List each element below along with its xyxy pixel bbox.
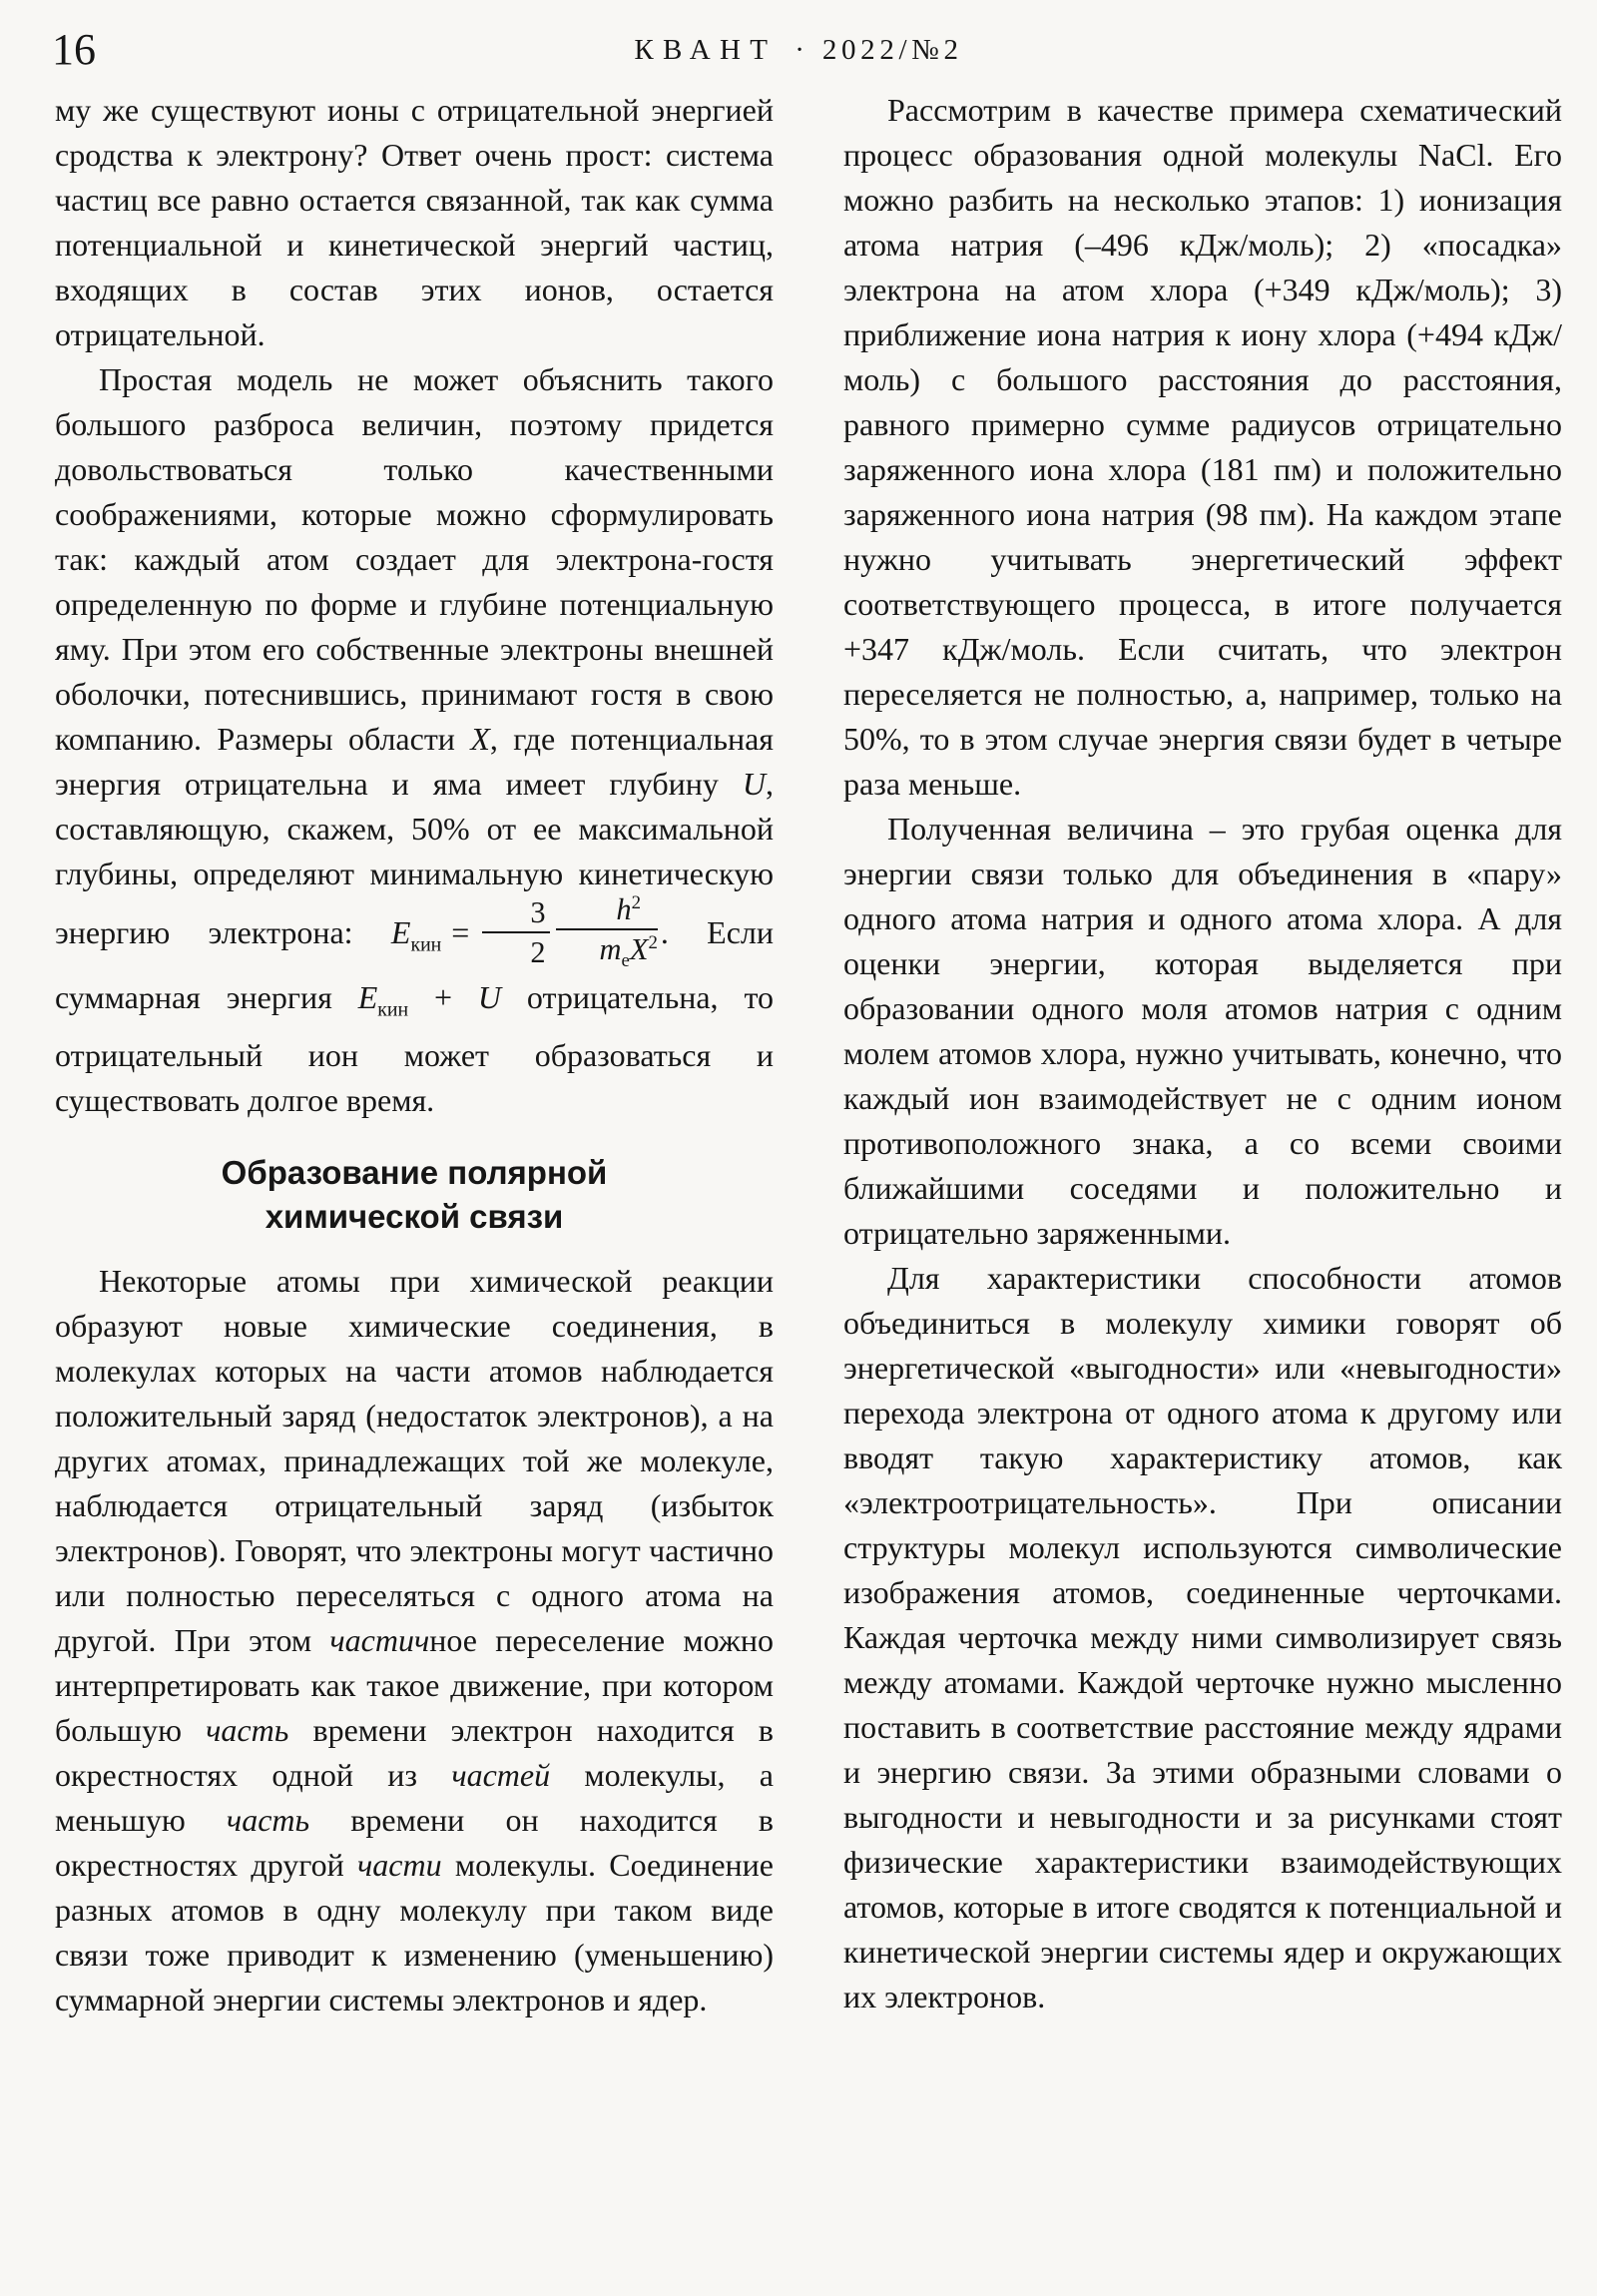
kinetic-energy-formula <box>390 892 669 972</box>
formula-h: h <box>616 892 632 927</box>
section-heading-line2: химической связи <box>265 1197 564 1235</box>
paragraph-ion-energy: му же существуют ионы с отрицательной энергией сродства к электрону? Ответ очень прост: система частиц все равно остается связанной, так как сумма потенциальной и кинетической энергий частиц, входящих в состав этих ионов, остается отрицательной. <box>55 92 774 352</box>
formula-equals: = <box>451 914 470 951</box>
formula-E-subscript: кин <box>410 933 442 956</box>
header-separator: · <box>795 34 804 66</box>
formula-X-exponent: 2 <box>648 932 658 954</box>
right-column <box>843 88 1562 2022</box>
paragraph-polar-bond: Некоторые атомы при химической реакции образуют новые химические соединения, в молекулах которых на части атомов наблюдается положительный заряд (недостаток электронов), а на других атомах, принадлежащих той же молекуле, наблюдается отрицательный заряд (избыток электронов). Говорят, что электроны могут частично или полностью переселяться с одного атома на другой. При этом частичное переселение можно интерпретировать как такое движение, при котором большую часть времени электрон находится в окрестностях одной из частей молекулы, а меньшую часть времени он находится в окрестностях другой части молекулы. Соединение разных атомов в одну молекулу при таком виде связи тоже приводит к изменению (уменьшению) суммарной энергии системы электронов и ядер. <box>55 1262 775 2017</box>
paragraph-nacl-example: Рассмотрим в качестве примера схематический процесс образования одной молекулы NaCl. Его можно разбить на несколько этапов: 1) ионизация атома натрия (–496 кДж/моль); 2) «посадка» электрона на атом хлора (+349 кДж/моль); 3) приближение иона натрия к иону хлора (+494 кДж/моль) с большого расстояния до расстояния, равного примерно сумме радиусов отрицательно заряженного иона хлора (181 пм) и положительно заряженного иона натрия (98 пм). На каждом этапе нужно учитывать энергетический эффект соответствующего процесса, в итоге получается +347 кДж/моль. Если считать, что электрон переселяется не полностью, а, например, только на 50%, то в этом случае энергия связи будет в четыре раза меньше. <box>843 92 1562 802</box>
issue-number: 2022/№2 <box>821 34 963 66</box>
formula-h-exponent: 2 <box>631 892 642 913</box>
formula-m: m <box>599 932 622 967</box>
formula-denominator <box>556 930 658 971</box>
left-column <box>55 88 774 2022</box>
journal-title: КВАНТ <box>634 34 778 66</box>
running-head <box>0 22 1597 82</box>
formula-main-fraction <box>556 892 658 971</box>
formula-m-subscript: e <box>621 950 630 972</box>
text-columns <box>55 88 1562 2022</box>
journal-header <box>0 36 1597 65</box>
formula-E: E <box>390 914 411 951</box>
paragraph-simple-model <box>55 357 774 1123</box>
formula-coefficient-fraction <box>482 895 549 969</box>
paragraph-electronegativity: Для характеристики способности атомов объединиться в молекулу химики говорят об энергетической «выгодности» или «невыгодности» перехода электрона от одного атома к другому или вводят такую характеристику атомов, как «электроотрицательность». При описании структуры молекул используются символические изображения атомов, соединенные черточками. Каждая черточка между ними символизирует связь между атомами. Каждой черточке нужно мысленно поставить в соответствие расстояние между ядрами и энергию связи. За этими образными словами о выгодности и невыгодности и за рисунками стоят физические характеристики взаимодействующих атомов, которые в итоге сводятся к потенциальной и кинетической энергии системы ядер и окружающих их электронов. <box>843 1260 1562 2014</box>
section-heading-line1: Образование полярной <box>221 1153 608 1191</box>
page-number: 16 <box>52 25 96 74</box>
formula-coefficient-numerator: 3 <box>482 895 549 933</box>
formula-period: . <box>660 914 669 951</box>
formula-numerator <box>556 892 658 930</box>
formula-coefficient-denominator: 2 <box>530 934 546 969</box>
paragraph-rough-estimate: Полученная величина – это грубая оценка для энергии связи только для объединения в «пару» одного атома натрия и одного атома хлора. А для оценки энергии, которая выделяется при образовании одного моля атомов натрия с одним молем атомов хлора, нужно учитывать, конечно, что каждый ион взаимодействует не с одним ионом противоположного знака, а со всеми своими ближайшими соседями и положительно и отрицательно заряженными. <box>843 811 1562 1251</box>
paragraph-simple-model-continuation: Если суммарная энергия $E_{кин} + U$ отрицательна, то отрицательный ион может образоваться и существовать долгое время. <box>55 914 775 1118</box>
paragraph-simple-model-text: Простая модель не может объяснить такого большого разброса величин, поэтому придется довольствоваться только качественными соображениями, которые можно сформулировать так: каждый атом создает для электрона-гостя определенную по форме и глубине потенциальную яму. При этом его собственные электроны внешней оболочки, потеснившись, принимают гостя в свою компанию. Размеры области X, где потенциальная энергия отрицательна и яма имеет глубину U, составляющую, скажем, 50% от ее максимальной глубины, определяют минимальную кинетическую энергию электрона: <box>55 361 775 951</box>
formula-X: X <box>629 932 649 967</box>
section-heading <box>55 1151 774 1239</box>
